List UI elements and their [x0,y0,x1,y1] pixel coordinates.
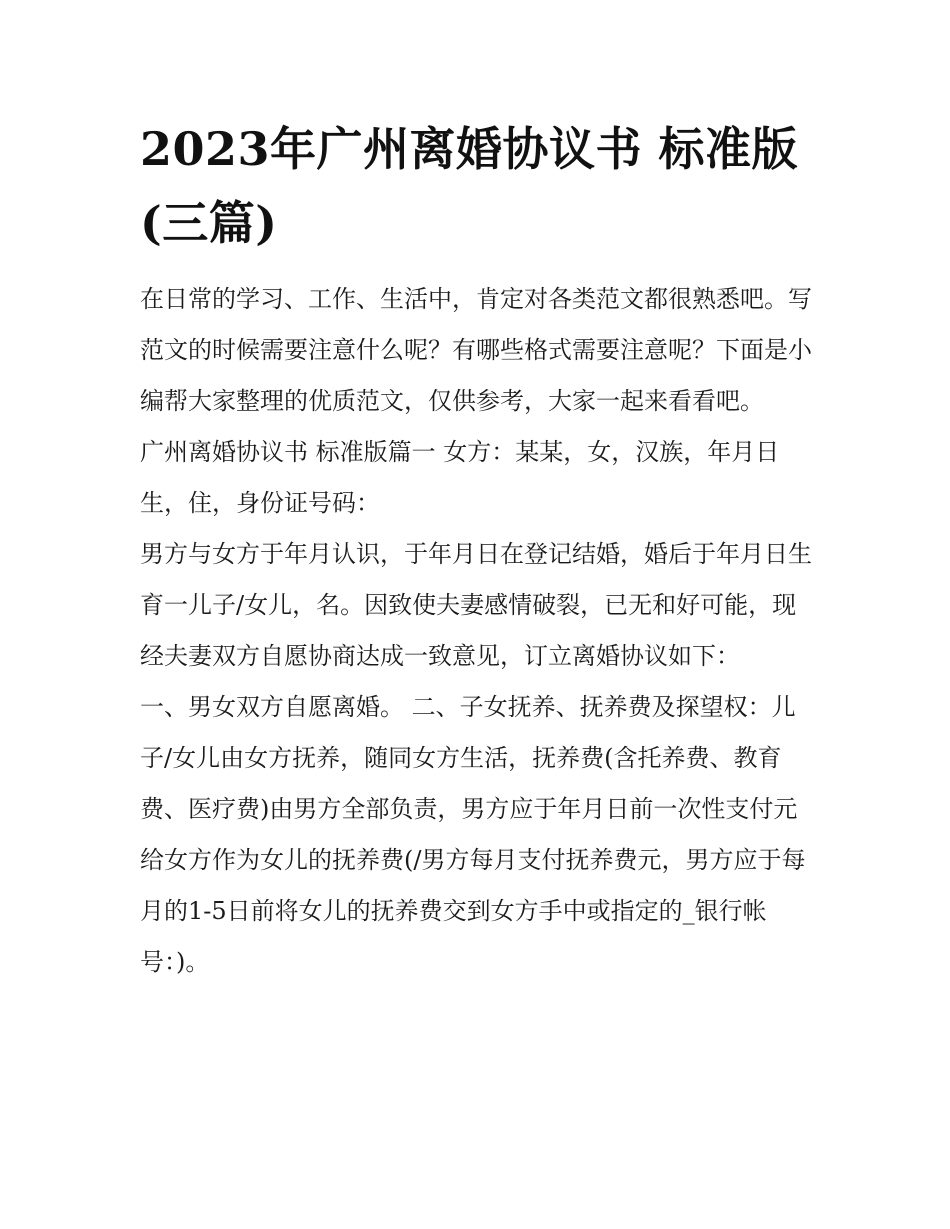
paragraph-background: 男方与女方于年月认识，于年月日在登记结婚，婚后于年月日生育一儿子/女儿，名。因致使夫妻感情破裂，已无和好可能，现经夫妻双方自愿协商达成一致意见，订立离婚协议如下： [140,540,812,670]
paragraph-intro: 在日常的学习、工作、生活中，肯定对各类范文都很熟悉吧。写范文的时候需要注意什么呢？有哪些格式需要注意呢？下面是小编帮大家整理的优质范文，仅供参考，大家一起来看看吧。 [140,285,812,415]
paragraph-party-info: 广州离婚协议书 标准版篇一 女方：某某，女，汉族，年月日生，住，身份证号码： [140,438,780,517]
document-title: 2023年广州离婚协议书 标准版(三篇) [140,122,799,250]
document-body [140,112,815,988]
paragraph-terms: 一、男女双方自愿离婚。 二、子女抚养、抚养费及探望权：儿子/女儿由女方抚养，随同女方生活，抚养费(含托养费、教育费、医疗费)由男方全部负责，男方应于年月日前一次性支付元给女方作为女儿的抚养费(/男方每月支付抚养费元，男方应于每月的1-5日前将女儿的抚养费交到女方手中或指定的_银行帐号：)。 [140,693,806,976]
